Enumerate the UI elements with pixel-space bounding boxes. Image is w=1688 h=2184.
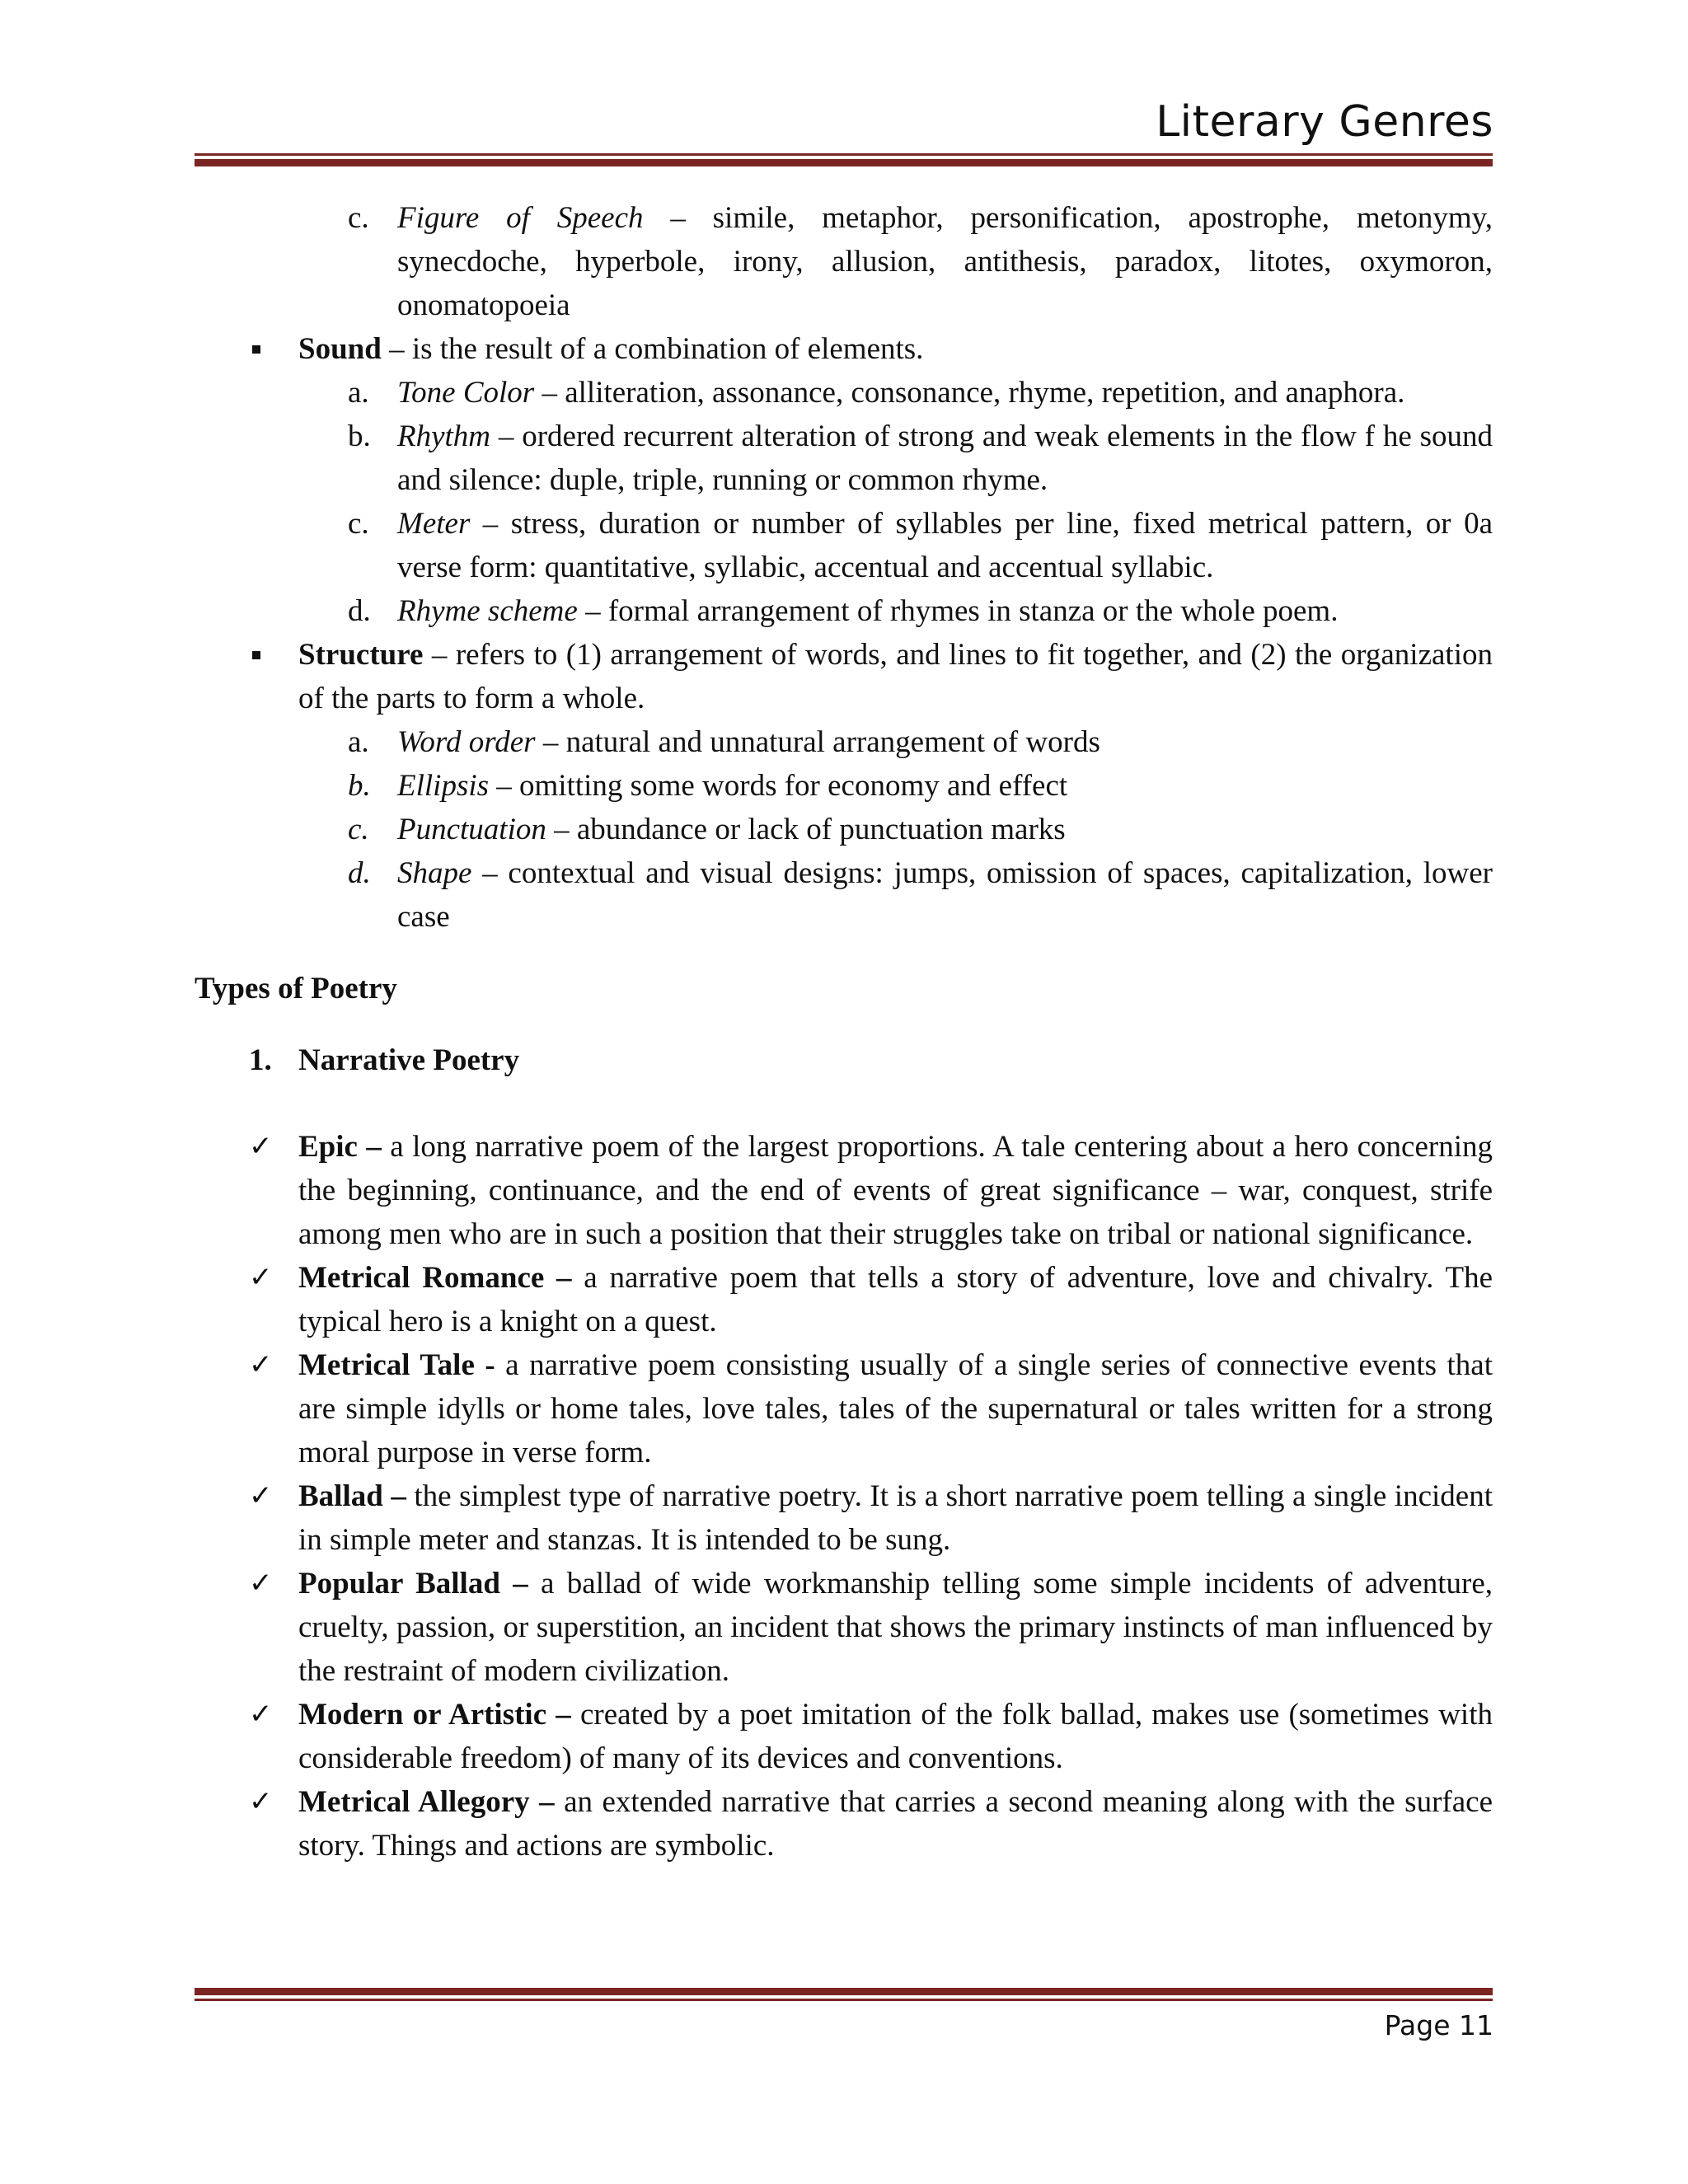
bullet-structure: Structure – refers to (1) arrangement of words, and lines to fit together, and (2) the organization of the parts to form a whole. [195, 633, 1493, 720]
list-item: a. Tone Color – alliteration, assonance, consonance, rhyme, repetition, and anaphora. [348, 376, 1405, 410]
list-item: b. Ellipsis – omitting some words for economy and effect [348, 769, 1068, 803]
list-item: c. Meter – stress, duration or number of syllables per line, fixed metrical pattern, or 0a verse form: quantitative, syllabic, accentual and accentual syllabic. [348, 507, 1493, 584]
subsection-heading: 1. Narrative Poetry [249, 1043, 520, 1077]
list-item: ✓ Metrical Romance – a narrative poem that tells a story of adventure, love and chivalry. The typical hero is a knight on a quest. [195, 1256, 1493, 1343]
checkmark-icon: ✓ [249, 1785, 273, 1818]
section-heading: Types of Poetry [195, 972, 397, 1005]
list-item: ✓ Metrical Allegory – an extended narrative that carries a second meaning along with the surface story. Things and actions are symbolic. [195, 1780, 1493, 1868]
list-item: d. Shape – contextual and visual designs: jumps, omission of spaces, capitalization, lower case [348, 856, 1493, 934]
list-item: b. Rhythm – ordered recurrent alteration of strong and weak elements in the flow f he sound and silence: duple, triple, running or common rhyme. [348, 419, 1493, 497]
header-rule [195, 153, 1493, 166]
list-item: ✓ Modern or Artistic – created by a poet imitation of the folk ballad, makes use (sometimes with considerable freedom) of many of its devices and conventions. [195, 1693, 1493, 1780]
checkmark-icon: ✓ [249, 1698, 273, 1731]
header-title: Literary Genres [1156, 97, 1493, 147]
square-bullet-icon [252, 345, 260, 354]
list-item: a. Word order – natural and unnatural arrangement of words [348, 725, 1100, 759]
checkmark-icon: ✓ [249, 1479, 273, 1512]
list-item: ✓ Epic – a long narrative poem of the largest proportions. A tale centering about a hero concerning the beginning, continuance, and the end of events of great significance – war, conquest, strife among men who are in such a position that their struggles take on tribal or national significance. [195, 1125, 1493, 1256]
page-content [195, 196, 1493, 1868]
bullet-sound: Sound – is the result of a combination of elements. [195, 327, 1493, 371]
list-item: c. Figure of Speech – simile, metaphor, personification, apostrophe, metonymy, synecdoche, hyperbole, irony, allusion, antithesis, paradox, litotes, oxymoron, onomatopoeia [348, 201, 1493, 322]
list-item: c. Punctuation – abundance or lack of punctuation marks [348, 813, 1066, 846]
list-item: d. Rhyme scheme – formal arrangement of rhymes in stanza or the whole poem. [348, 594, 1339, 628]
checkmark-icon: ✓ [249, 1567, 273, 1600]
checkmark-icon: ✓ [249, 1130, 273, 1163]
list-item: ✓ Metrical Tale - a narrative poem consisting usually of a single series of connective events that are simple idylls or home tales, love tales, tales of the supernatural or tales written for a strong moral purpose in verse form. [195, 1343, 1493, 1474]
footer-rule [195, 1988, 1493, 2001]
list-item: ✓ Ballad – the simplest type of narrative poetry. It is a short narrative poem telling a single incident in simple meter and stanzas. It is intended to be sung. [195, 1474, 1493, 1562]
checkmark-icon: ✓ [249, 1348, 273, 1381]
page-number: Page 11 [1384, 2009, 1493, 2041]
term: Figure of Speech [397, 201, 644, 235]
square-bullet-icon [252, 651, 260, 659]
list-item: ✓ Popular Ballad – a ballad of wide workmanship telling some simple incidents of adventure, cruelty, passion, or superstition, an incident that shows the primary instincts of man influenced by the restraint of modern civilization. [195, 1562, 1493, 1693]
checkmark-icon: ✓ [249, 1261, 273, 1294]
